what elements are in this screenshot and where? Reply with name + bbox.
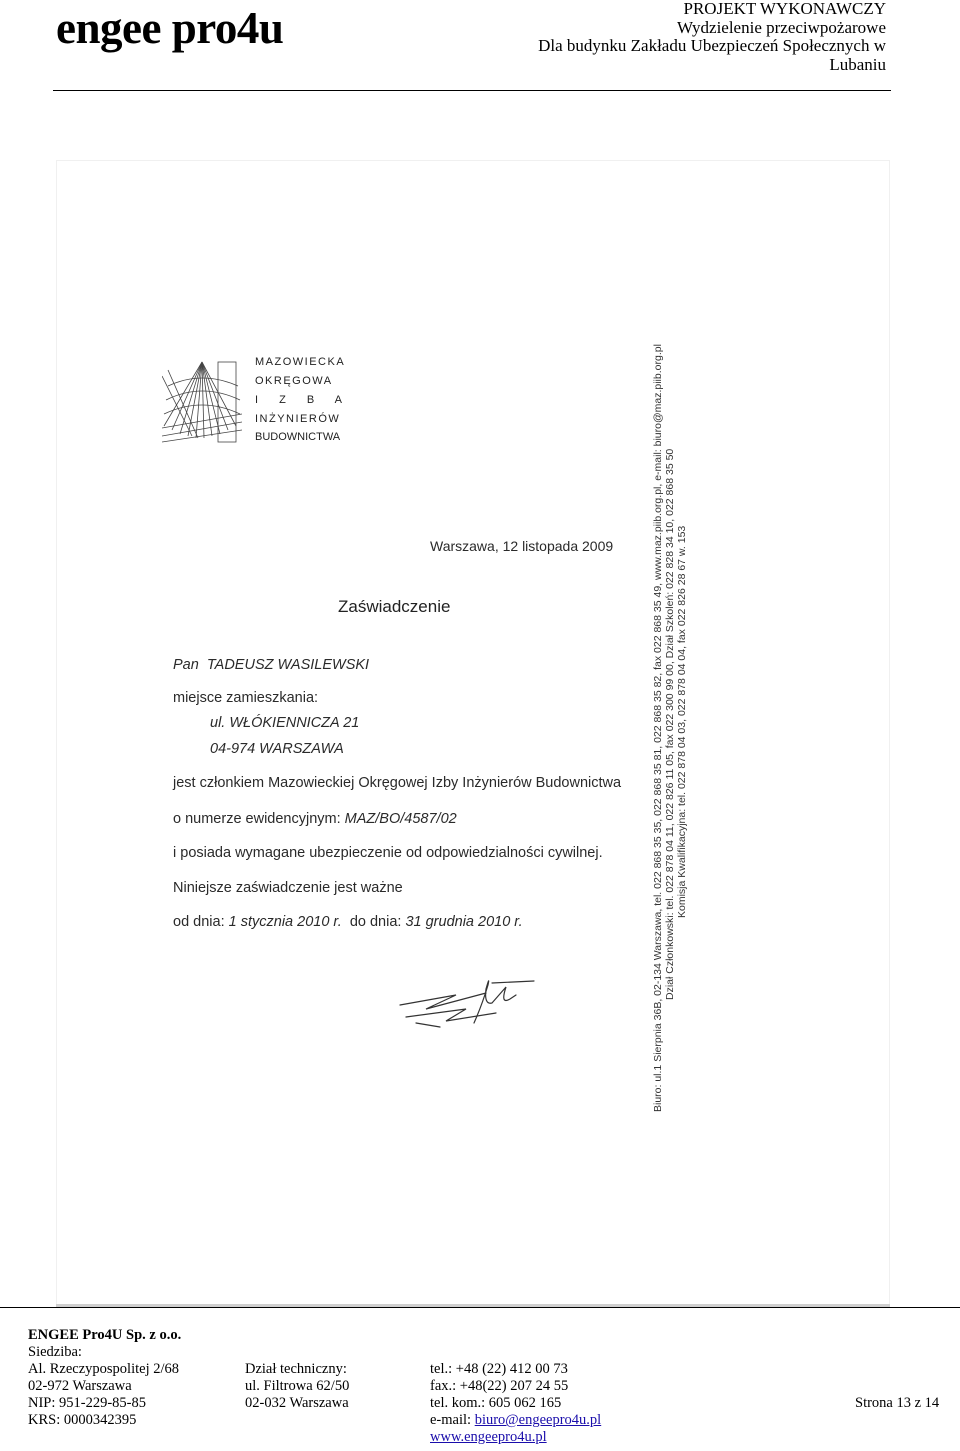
email-label: e-mail: — [430, 1412, 472, 1428]
mobile-phone: tel. kom.: 605 062 165 — [430, 1395, 562, 1411]
registry-number: MAZ/BO/4587/02 — [344, 811, 457, 827]
residence-city: 04-974 WARSZAWA — [210, 741, 344, 757]
certificate-date: Warszawa, 12 listopada 2009 — [430, 538, 614, 554]
registry-label: o numerze ewidencyjnym: — [173, 811, 341, 827]
logo-line-2: OKRĘGOWA — [255, 375, 333, 387]
tech-street: ul. Filtrowa 62/50 — [245, 1378, 350, 1394]
logo-line-4: INŻYNIERÓW — [255, 413, 341, 425]
website-link[interactable]: www.engeepro4u.pl — [430, 1429, 547, 1445]
email-link[interactable]: biuro@engeepro4u.pl — [474, 1412, 602, 1428]
seat-label: Siedziba: — [28, 1344, 82, 1360]
margin-commission: Komisja Kwalifikacyjna: tel. 022 878 04 03, 022 878 04 04, fax 022 826 28 67 w. 153 — [676, 525, 688, 918]
footer-contact-block — [430, 1361, 601, 1446]
project-subject: Wydzielenie przeciwpożarowe — [677, 17, 886, 37]
logo-line-3: I Z B A — [255, 394, 352, 406]
tech-label: Dział techniczny: — [245, 1361, 347, 1377]
fax: fax.: +48(22) 207 24 55 — [430, 1378, 569, 1394]
document-header — [426, 0, 886, 74]
logo-line-1: MAZOWIECKA — [255, 356, 346, 368]
signature — [396, 965, 546, 1035]
nip: NIP: 951-229-85-85 — [28, 1395, 147, 1411]
residence-label: miejsce zamieszkania: — [173, 690, 319, 706]
margin-address: Biuro: ul.1 Sierpnia 36B, 02-134 Warszawa, tel. 022 868 35 35, 022 868 35 81, 022 868 35 82, fax 022 868 35 49, www.maz.piib.org.pl, e-mail: biuro@maz.piib.org.pl — [652, 344, 664, 1112]
from-date: 1 stycznia 2010 r. — [228, 914, 342, 930]
footer-company-block — [28, 1327, 181, 1429]
seat-city: 02-972 Warszawa — [28, 1378, 132, 1394]
footer-tech-block — [245, 1361, 349, 1412]
membership-statement: jest członkiem Mazowieckiej Okręgowej Izby Inżynierów Budownictwa — [173, 775, 622, 791]
logo-line-5: BUDOWNICTWA — [255, 431, 341, 443]
margin-departments: Dział Członkowski: tel. 022 878 04 11, 022 826 11 05, fax 022 300 99 00, Dział Szkoleń: 022 828 34 10, 022 868 35 50 — [664, 448, 676, 1000]
project-type: PROJEKT WYKONAWCZY — [683, 0, 886, 18]
from-label: od dnia: — [173, 914, 225, 930]
phone: tel.: +48 (22) 412 00 73 — [430, 1361, 568, 1377]
to-date: 31 grudnia 2010 r. — [405, 914, 523, 930]
tech-city: 02-032 Warszawa — [245, 1395, 349, 1411]
project-building: Dla budynku Zakładu Ubezpieczeń Społecznych w — [538, 36, 886, 55]
chamber-logo-graphic — [162, 356, 242, 444]
company-name: ENGEE Pro4U Sp. z o.o. — [28, 1327, 182, 1343]
salutation — [173, 657, 369, 673]
validity-statement: Niniejsze zaświadczenie jest ważne — [173, 880, 403, 896]
to-label: do dnia: — [349, 914, 402, 930]
seat-street: Al. Rzeczypospolitej 2/68 — [28, 1361, 180, 1377]
scanned-certificate — [56, 160, 890, 1305]
project-city: Lubaniu — [829, 54, 886, 74]
residence-street: ul. WŁÓKIENNICZA 21 — [210, 715, 360, 731]
brand-logo: engee pro4u — [56, 3, 284, 53]
krs: KRS: 0000342395 — [28, 1412, 137, 1428]
footer-divider — [0, 1307, 960, 1308]
email-line — [430, 1412, 601, 1429]
salutation-prefix: Pan — [173, 657, 199, 673]
registry-line — [173, 811, 457, 827]
validity-dates — [173, 914, 523, 930]
certificate-title: Zaświadczenie — [338, 597, 451, 616]
header-divider — [53, 90, 891, 91]
person-name: TADEUSZ WASILEWSKI — [206, 657, 370, 673]
insurance-statement: i posiada wymagane ubezpieczenie od odpowiedzialności cywilnej. — [173, 845, 603, 861]
page-number: Strona 13 z 14 — [855, 1395, 940, 1411]
